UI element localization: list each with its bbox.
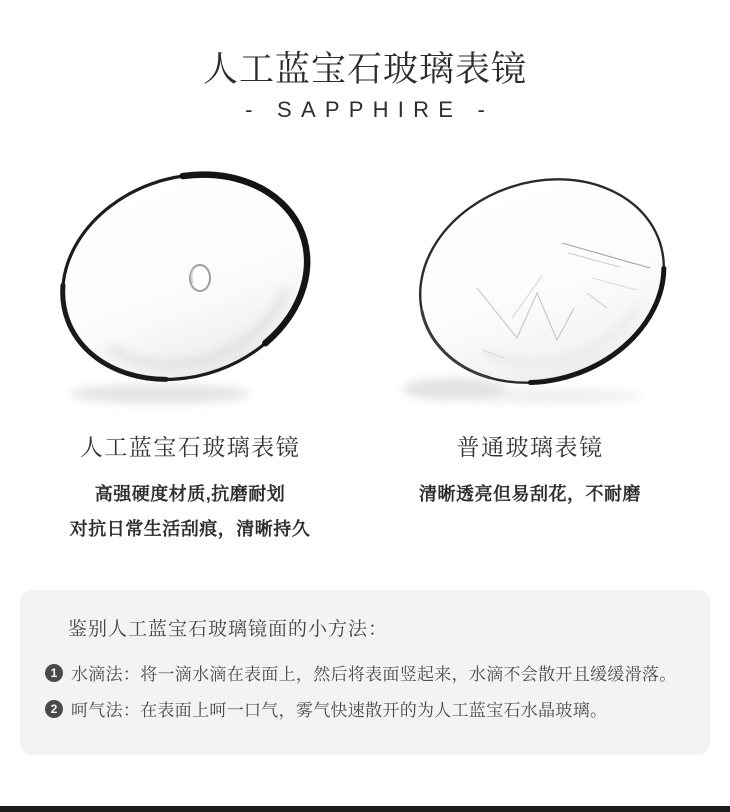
page-title: 人工蓝宝石玻璃表镜 xyxy=(202,50,527,89)
desc-line: 对抗日常生活刮痕，清晰持久 xyxy=(69,519,311,539)
tip-text: 呵气法：在表面上呵一口气，雾气快速散开的为人工蓝宝石水晶玻璃。 xyxy=(71,701,608,720)
step-number-badge: 2 xyxy=(45,700,63,718)
lens-shadow xyxy=(472,388,642,404)
sapphire-lens-drawing xyxy=(35,158,335,418)
identification-tips-box xyxy=(20,590,710,755)
sapphire-lens-description xyxy=(20,477,360,547)
sapphire-lens-image xyxy=(35,158,335,418)
step-number-badge: 1 xyxy=(45,664,63,682)
tip-item-breath-method xyxy=(45,696,607,721)
desc-line: 高强硬度材质,抗磨耐划 xyxy=(94,484,286,504)
ordinary-lens-image xyxy=(392,158,692,418)
sapphire-lens-caption: 人工蓝宝石玻璃表镜 xyxy=(79,434,301,460)
bottom-divider-bar xyxy=(0,806,730,812)
page-subtitle: - SAPPHIRE - xyxy=(245,97,495,122)
tip-text: 水滴法：将一滴水滴在表面上，然后将表面竖起来，水滴不会散开且缓缓滑落。 xyxy=(71,665,677,684)
ordinary-lens-drawing xyxy=(392,158,692,418)
desc-line: 清晰透亮但易刮花，不耐磨 xyxy=(419,484,641,504)
tips-heading: 鉴别人工蓝宝石玻璃镜面的小方法： xyxy=(68,619,389,640)
tip-item-water-drop-method xyxy=(45,660,677,685)
lens-shadow xyxy=(70,384,250,404)
ordinary-lens-caption: 普通玻璃表镜 xyxy=(456,434,604,460)
water-droplet-icon xyxy=(189,265,211,293)
ordinary-lens-description xyxy=(370,477,690,512)
